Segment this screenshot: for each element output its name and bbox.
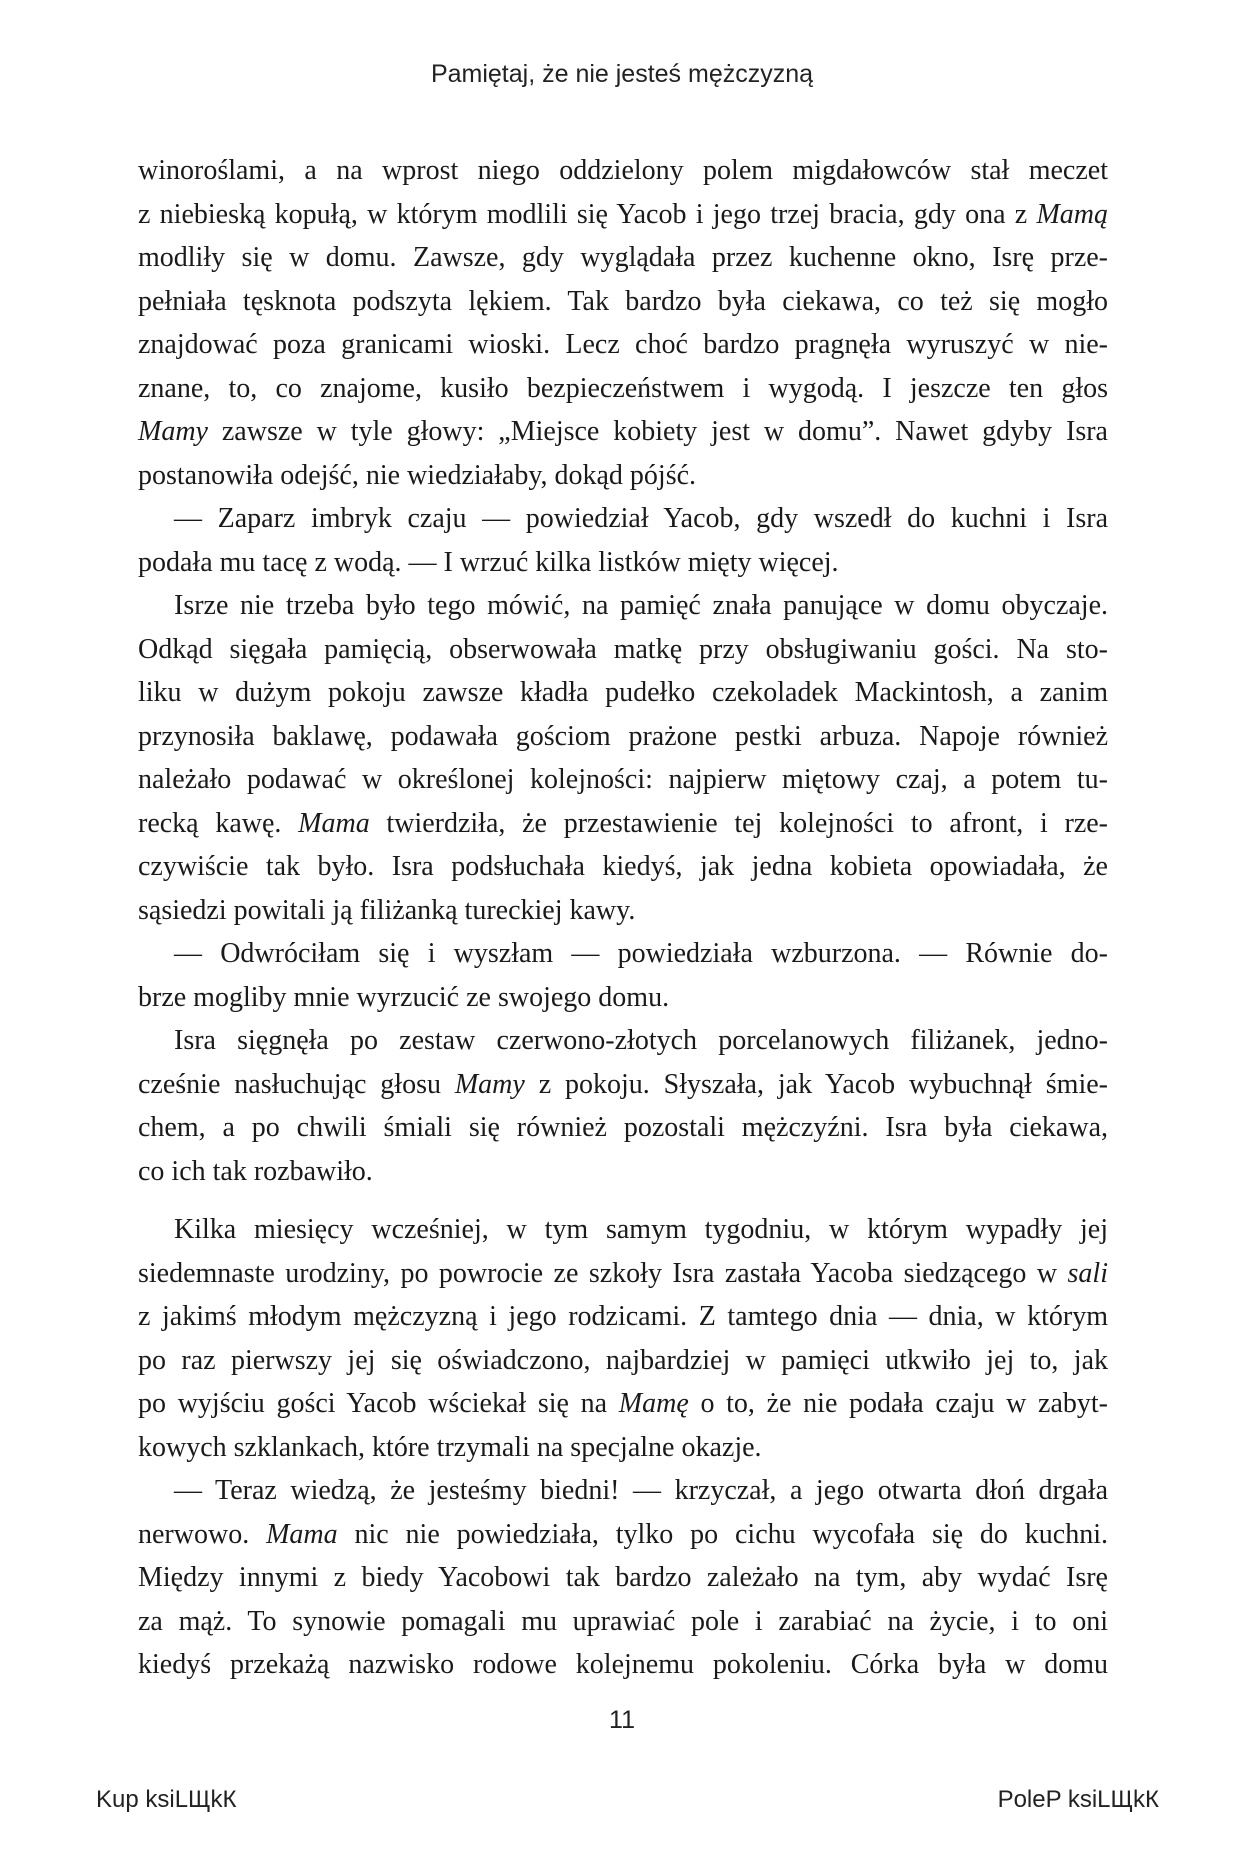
text-line: znane, to, co znajome, kusiło bezpieczeństwem i wygodą. I jeszcze ten głos bbox=[138, 372, 1108, 404]
text-line: kowych szklankach, które trzymali na specjalne okazje. bbox=[138, 1431, 762, 1463]
paragraph bbox=[138, 932, 1108, 1019]
buy-book-footer-link[interactable]: Kup ksiLЩkК bbox=[96, 1786, 237, 1813]
text-line: chem, a po chwili śmiali się również pozostali mężczyźni. Isra była ciekawa, bbox=[138, 1112, 1108, 1143]
text-line: — Odwróciłam się i wyszłam — powiedziała wzburzona. — Równie do- bbox=[174, 938, 1108, 969]
paragraph bbox=[138, 497, 1108, 584]
text-line: Isra sięgnęła po zestaw czerwono-złotych porcelanowych filiżanek, jedno- bbox=[174, 1025, 1108, 1056]
text-line: znajdować poza granicami wioski. Lecz choć bardzo pragnęła wyruszyć w nie- bbox=[138, 329, 1108, 360]
book-page-text bbox=[138, 149, 1108, 1687]
paragraph bbox=[138, 1469, 1108, 1687]
text-line: cześnie nasłuchując głosu Mamy z pokoju. Słyszała, jak Yacob wybuchnął śmie- bbox=[138, 1068, 1108, 1100]
text-line: liku w dużym pokoju zawsze kładła pudełko czekoladek Mackintosh, a zanim bbox=[138, 677, 1108, 708]
text-line: kiedyś przekażą nazwisko rodowe kolejnemu pokoleniu. Córka była w domu bbox=[138, 1649, 1108, 1680]
text-line: brze mogliby mnie wyrzucić ze swojego domu. bbox=[138, 981, 670, 1013]
text-line: po raz pierwszy jej się oświadczono, najbardziej w pamięci utkwiło jej to, jak bbox=[138, 1344, 1108, 1376]
recommend-book-footer-link[interactable]: PoleP ksiLЩkК bbox=[997, 1786, 1159, 1813]
text-line: z jakimś młodym mężczyzną i jego rodzicami. Z tamtego dnia — dnia, w którym bbox=[138, 1301, 1108, 1332]
text-line: — Teraz wiedzą, że jesteśmy biedni! — krzyczał, a jego otwarta dłoń drgała bbox=[174, 1475, 1108, 1506]
text-line: pełniała tęsknota podszyta lękiem. Tak bardzo była ciekawa, co też się mogło bbox=[138, 285, 1108, 317]
page-number: 11 bbox=[609, 1706, 635, 1734]
paragraph bbox=[138, 149, 1108, 497]
text-line: Między innymi z biedy Yacobowi tak bardzo zależało na tym, aby wydać Isrę bbox=[138, 1562, 1108, 1593]
text-line: należało podawać w określonej kolejności: najpierw miętowy czaj, a potem tu- bbox=[138, 764, 1108, 795]
text-line: przynosiła baklawę, podawała gościom prażone pestki arbuza. Napoje również bbox=[138, 720, 1108, 752]
text-line: za mąż. To synowie pomagali mu uprawiać pole i zarabiać na życie, i to oni bbox=[138, 1605, 1108, 1637]
paragraph bbox=[138, 584, 1108, 932]
text-line: podała mu tacę z wodą. — I wrzuć kilka listków mięty więcej. bbox=[138, 546, 839, 578]
text-line: sąsiedzi powitali ją filiżanką tureckiej kawy. bbox=[138, 894, 636, 926]
text-line: siedemnaste urodziny, po powrocie ze szkoły Isra zastała Yacoba siedzącego w sali bbox=[138, 1257, 1108, 1289]
text-line: po wyjściu gości Yacob wściekał się na Mamę o to, że nie podała czaju w zabyt- bbox=[138, 1388, 1109, 1419]
text-line: Kilka miesięcy wcześniej, w tym samym tygodniu, w którym wypadły jej bbox=[174, 1214, 1108, 1245]
paragraph bbox=[138, 1019, 1108, 1193]
text-line: czywiście tak było. Isra podsłuchała kiedyś, jak jedna kobieta opowiadała, że bbox=[138, 851, 1108, 882]
text-line: modliły się w domu. Zawsze, gdy wyglądała przez kuchenne okno, Isrę prze- bbox=[138, 242, 1108, 273]
text-line: z niebieską kopułą, w którym modlili się Yacob i jego trzej bracia, gdy ona z Mamą bbox=[138, 198, 1108, 230]
text-line: postanowiła odejść, nie wiedziałaby, dokąd pójść. bbox=[138, 459, 697, 491]
text-line: recką kawę. Mama twierdziła, że przestawienie tej kolejności to afront, i rze- bbox=[138, 807, 1108, 839]
text-line: — Zaparz imbryk czaju — powiedział Yacob, gdy wszedł do kuchni i Isra bbox=[174, 503, 1108, 534]
text-line: Isrze nie trzeba było tego mówić, na pamięć znała panujące w domu obyczaje. bbox=[174, 590, 1108, 621]
text-line: Odkąd sięgała pamięcią, obserwowała matkę przy obsługiwaniu gości. Na sto- bbox=[138, 633, 1108, 665]
text-line: co ich tak rozbawiło. bbox=[138, 1155, 373, 1187]
paragraph bbox=[138, 1208, 1108, 1469]
text-line: winoroślami, a na wprost niego oddzielony polem migdałowców stał meczet bbox=[138, 155, 1108, 186]
text-line: Mamy zawsze w tyle głowy: „Miejsce kobiety jest w domu”. Nawet gdyby Isra bbox=[138, 416, 1108, 447]
running-head-title: Pamiętaj, że nie jesteś mężczyzną bbox=[430, 60, 814, 88]
text-line: nerwowo. Mama nic nie powiedziała, tylko po cichu wycofała się do kuchni. bbox=[138, 1518, 1108, 1550]
